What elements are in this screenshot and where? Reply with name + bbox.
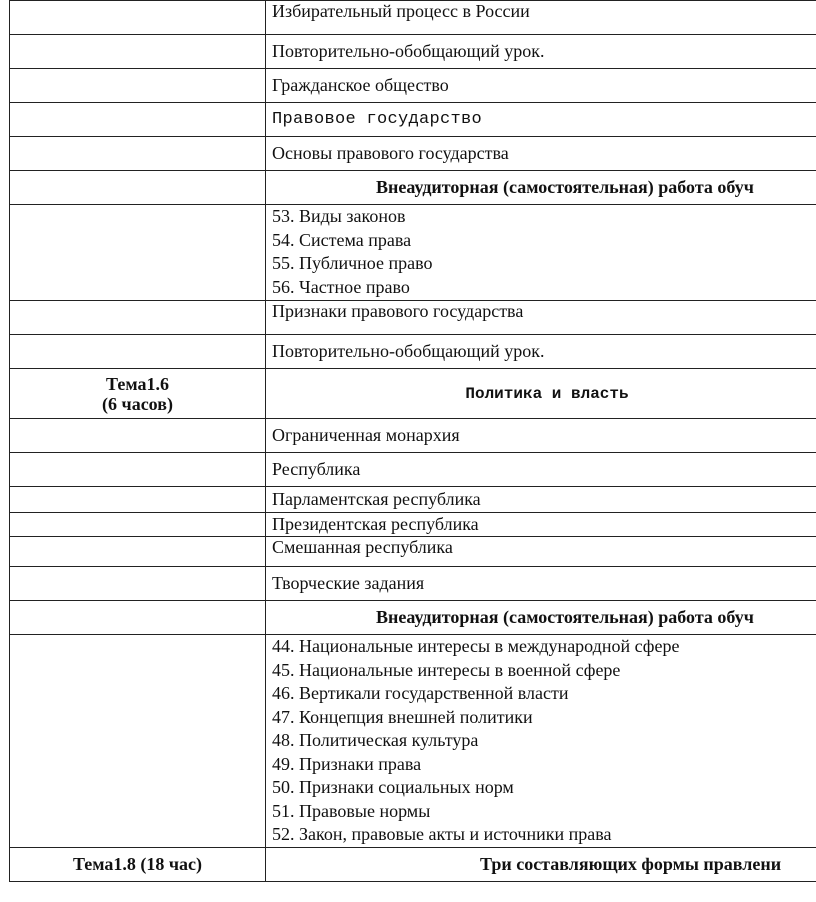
- list-item: 45. Национальные интересы в военной сфере: [272, 659, 621, 680]
- table-cell: Смешанная республика: [266, 537, 816, 567]
- topic-hours: (6 часов): [102, 393, 173, 414]
- table-row: [10, 103, 816, 137]
- table-cell: Республика: [266, 453, 816, 487]
- table-row: [10, 171, 816, 205]
- table-row: [10, 35, 816, 69]
- table-row: [10, 537, 816, 567]
- list-item: 51. Правовые нормы: [272, 800, 431, 821]
- list-item: 49. Признаки права: [272, 753, 422, 774]
- table-row: [10, 335, 816, 369]
- table-cell: Признаки правового государства: [266, 301, 816, 335]
- list-item: 47. Концепция внешней политики: [272, 706, 533, 727]
- table-row: [10, 369, 816, 419]
- list-item: 54. Система права: [272, 229, 412, 250]
- table-cell: Парламентская республика: [266, 487, 816, 513]
- table-cell: Гражданское общество: [266, 69, 816, 103]
- table-row: [10, 137, 816, 171]
- topic-title: Политика и власть: [266, 369, 816, 419]
- table-row: [10, 69, 816, 103]
- table-row: [10, 513, 816, 537]
- topic-name: Тема1.8 (18 час): [10, 847, 266, 881]
- list-item: 50. Признаки социальных норм: [272, 777, 514, 797]
- table-row: [10, 301, 816, 335]
- section-header: Внеаудиторная (самостоятельная) работа обуч: [266, 171, 816, 205]
- topic-list: [266, 635, 816, 848]
- lesson-plan-table: [9, 0, 816, 882]
- table-row: [10, 453, 816, 487]
- table-cell: Повторительно-обобщающий урок.: [266, 335, 816, 369]
- table-cell: [10, 1, 266, 35]
- list-item: 48. Политическая культура: [272, 730, 479, 750]
- list-item: 52. Закон, правовые акты и источники права: [272, 824, 612, 844]
- topic-title: Три составляющих формы правлени: [266, 847, 816, 881]
- table-cell: Повторительно-обобщающий урок.: [266, 35, 816, 69]
- table-row: [10, 1, 816, 35]
- table-row: [10, 487, 816, 513]
- section-header: Внеаудиторная (самостоятельная) работа обуч: [266, 601, 816, 635]
- list-item: 56. Частное право: [272, 276, 410, 297]
- table-row: [10, 205, 816, 301]
- list-item: 46. Вертикали государственной власти: [272, 683, 569, 703]
- table-cell: Президентская республика: [266, 513, 816, 537]
- topic-list: [266, 205, 816, 301]
- table-cell: Правовое государство: [266, 103, 816, 137]
- topic-name: Тема1.6: [106, 373, 169, 394]
- table-cell: Ограниченная монархия: [266, 419, 816, 453]
- topic-cell: [10, 369, 266, 419]
- table-row: [10, 419, 816, 453]
- table-cell: Творческие задания: [266, 567, 816, 601]
- table-row: [10, 847, 816, 881]
- table-row: [10, 635, 816, 848]
- table-cell: Основы правового государства: [266, 137, 816, 171]
- list-item: 53. Виды законов: [272, 206, 406, 226]
- table-row: [10, 601, 816, 635]
- table-cell: Избирательный процесс в России: [266, 1, 816, 35]
- list-item: 55. Публичное право: [272, 253, 433, 273]
- list-item: 44. Национальные интересы в международной сфере: [272, 636, 680, 656]
- table-row: [10, 567, 816, 601]
